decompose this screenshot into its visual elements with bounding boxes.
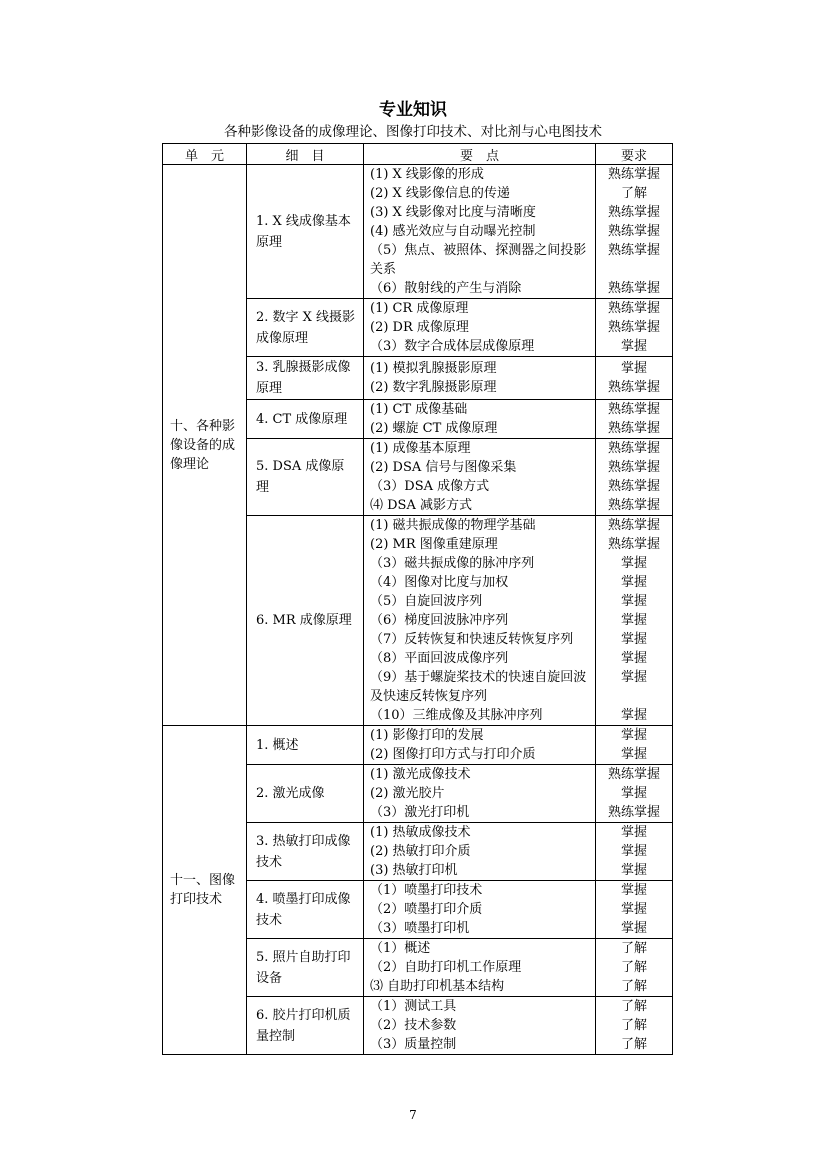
requirement-item: 熟练掌握 xyxy=(607,767,660,782)
requirement-item: 熟练掌握 xyxy=(607,281,660,296)
point-item: （3）质量控制 xyxy=(370,1037,457,1052)
syllabus-table xyxy=(162,143,673,1055)
header-unit: 单 元 xyxy=(163,144,247,165)
requirement-item: 了解 xyxy=(620,186,647,201)
requirement-item: 掌握 xyxy=(620,651,647,666)
point-item: （10）三维成像及其脉冲序列 xyxy=(370,708,543,723)
table-header-row xyxy=(163,144,673,165)
point-item: (2) 数字乳腺摄影原理 xyxy=(370,380,497,395)
detail-cell: 5. DSA 成像原理 xyxy=(247,439,364,516)
unit-cell: 十、各种影像设备的成像理论 xyxy=(163,165,247,726)
point-item: （6）散射线的产生与消除 xyxy=(370,281,522,296)
requirement-cell xyxy=(596,997,673,1055)
requirement-cell xyxy=(596,881,673,939)
point-item: ⑷ DSA 减影方式 xyxy=(370,498,472,513)
point-item: (1) 影像打印的发展 xyxy=(370,728,484,743)
requirement-cell xyxy=(596,165,673,299)
point-item: ⑶ 自助打印机基本结构 xyxy=(370,979,505,994)
detail-cell: 6. MR 成像原理 xyxy=(247,516,364,726)
point-item: (3) X 线影像对比度与清晰度 xyxy=(370,205,536,220)
requirement-item: 熟练掌握 xyxy=(607,805,660,820)
point-item: (2) 热敏打印介质 xyxy=(370,844,471,859)
detail-cell: 1. 概述 xyxy=(247,726,364,765)
header-requirement: 要求 xyxy=(596,144,673,165)
requirement-item: 熟练掌握 xyxy=(607,320,660,335)
requirement-item: 掌握 xyxy=(620,632,647,647)
requirement-item: 掌握 xyxy=(620,844,647,859)
requirement-item: 掌握 xyxy=(620,863,647,878)
detail-cell: 1. X 线成像基本原理 xyxy=(247,165,364,299)
point-item: （7）反转恢复和快速反转恢复序列 xyxy=(370,632,574,647)
points-cell xyxy=(364,765,596,823)
point-item: （3）喷墨打印机 xyxy=(370,921,470,936)
detail-cell: 3. 热敏打印成像技术 xyxy=(247,823,364,881)
point-item: (2) 螺旋 CT 成像原理 xyxy=(370,421,498,436)
point-item: （3）激光打印机 xyxy=(370,805,470,820)
detail-cell: 2. 激光成像 xyxy=(247,765,364,823)
requirement-item: 熟练掌握 xyxy=(607,402,660,417)
requirement-item: 掌握 xyxy=(620,556,647,571)
point-item: （2）喷墨打印介质 xyxy=(370,902,483,917)
requirement-item: 了解 xyxy=(620,1037,647,1052)
points-cell xyxy=(364,400,596,439)
requirement-item: 熟练掌握 xyxy=(607,243,660,258)
point-item: (2) DR 成像原理 xyxy=(370,320,469,335)
point-item: （5）焦点、被照体、探测器之间投影关系 xyxy=(370,243,587,277)
requirement-cell xyxy=(596,516,673,726)
requirement-item: 熟练掌握 xyxy=(607,205,660,220)
requirement-cell xyxy=(596,299,673,357)
detail-cell: 4. CT 成像原理 xyxy=(247,400,364,439)
requirement-item: 掌握 xyxy=(620,670,647,685)
detail-cell: 2. 数字 X 线摄影成像原理 xyxy=(247,299,364,357)
requirement-cell xyxy=(596,439,673,516)
requirement-item: 了解 xyxy=(620,999,647,1014)
point-item: (3) 热敏打印机 xyxy=(370,863,458,878)
requirement-item: 熟练掌握 xyxy=(607,224,660,239)
points-cell xyxy=(364,357,596,400)
requirement-item: 了解 xyxy=(620,979,647,994)
point-item: （5）自旋回波序列 xyxy=(370,594,483,609)
points-cell xyxy=(364,997,596,1055)
point-item: (1) 热敏成像技术 xyxy=(370,825,471,840)
requirement-cell xyxy=(596,357,673,400)
points-cell xyxy=(364,881,596,939)
requirement-item: 掌握 xyxy=(620,594,647,609)
points-cell xyxy=(364,939,596,997)
point-item: (2) 图像打印方式与打印介质 xyxy=(370,747,536,762)
requirement-item: 掌握 xyxy=(620,728,647,743)
requirement-item: 掌握 xyxy=(620,825,647,840)
points-cell xyxy=(364,823,596,881)
requirement-item: 熟练掌握 xyxy=(607,380,660,395)
requirement-item: 掌握 xyxy=(620,708,647,723)
requirement-cell xyxy=(596,400,673,439)
table-row xyxy=(163,165,673,299)
requirement-item: 熟练掌握 xyxy=(607,498,660,513)
requirement-cell xyxy=(596,726,673,765)
detail-cell: 4. 喷墨打印成像技术 xyxy=(247,881,364,939)
points-cell xyxy=(364,299,596,357)
point-item: (2) 激光胶片 xyxy=(370,786,445,801)
point-item: (4) 感光效应与自动曝光控制 xyxy=(370,224,536,239)
requirement-item: 熟练掌握 xyxy=(607,518,660,533)
points-cell xyxy=(364,165,596,299)
requirement-item: 了解 xyxy=(620,941,647,956)
requirement-item: 熟练掌握 xyxy=(607,441,660,456)
point-item: （1）概述 xyxy=(370,941,431,956)
table-row xyxy=(163,726,673,765)
point-item: (2) X 线影像信息的传递 xyxy=(370,186,510,201)
requirement-item: 熟练掌握 xyxy=(607,301,660,316)
point-item: （1）喷墨打印技术 xyxy=(370,883,483,898)
points-cell xyxy=(364,516,596,726)
requirement-item: 掌握 xyxy=(620,786,647,801)
point-item: （8）平面回波成像序列 xyxy=(370,651,509,666)
requirement-item: 熟练掌握 xyxy=(607,537,660,552)
point-item: (1) X 线影像的形成 xyxy=(370,167,484,182)
point-item: （3）DSA 成像方式 xyxy=(370,479,490,494)
requirement-item: 掌握 xyxy=(620,339,647,354)
requirement-item: 掌握 xyxy=(620,747,647,762)
requirement-cell xyxy=(596,765,673,823)
point-item: （9）基于螺旋桨技术的快速自旋回波及快速反转恢复序列 xyxy=(370,670,587,704)
requirement-item: 掌握 xyxy=(620,361,647,376)
requirement-item: 掌握 xyxy=(620,883,647,898)
point-item: (2) DSA 信号与图像采集 xyxy=(370,460,517,475)
point-item: (1) 成像基本原理 xyxy=(370,441,471,456)
requirement-cell xyxy=(596,939,673,997)
unit-cell: 十一、图像打印技术 xyxy=(163,726,247,1055)
points-cell xyxy=(364,439,596,516)
header-detail: 细 目 xyxy=(247,144,364,165)
point-item: （2）自助打印机工作原理 xyxy=(370,960,522,975)
page-title: 专业知识 xyxy=(379,100,447,120)
requirement-item: 熟练掌握 xyxy=(607,167,660,182)
point-item: (1) CR 成像原理 xyxy=(370,301,469,316)
detail-cell: 5. 照片自助打印设备 xyxy=(247,939,364,997)
detail-cell: 6. 胶片打印机质量控制 xyxy=(247,997,364,1055)
point-item: (2) MR 图像重建原理 xyxy=(370,537,498,552)
point-item: （4）图像对比度与加权 xyxy=(370,575,509,590)
requirement-item: 掌握 xyxy=(620,921,647,936)
point-item: （3）数字合成体层成像原理 xyxy=(370,339,535,354)
header-points: 要 点 xyxy=(364,144,596,165)
requirement-item: 掌握 xyxy=(620,575,647,590)
detail-cell: 3. 乳腺摄影成像原理 xyxy=(247,357,364,400)
page-number: 7 xyxy=(409,1108,417,1122)
requirement-cell xyxy=(596,823,673,881)
table-body xyxy=(163,165,673,1055)
point-item: (1) 磁共振成像的物理学基础 xyxy=(370,518,536,533)
point-item: (1) 激光成像技术 xyxy=(370,767,471,782)
point-item: (1) 模拟乳腺摄影原理 xyxy=(370,361,497,376)
requirement-item: 熟练掌握 xyxy=(607,460,660,475)
point-item: （3）磁共振成像的脉冲序列 xyxy=(370,556,535,571)
requirement-item: 掌握 xyxy=(620,613,647,628)
requirement-item: 熟练掌握 xyxy=(607,479,660,494)
point-item: （6）梯度回波脉冲序列 xyxy=(370,613,509,628)
point-item: (1) CT 成像基础 xyxy=(370,402,468,417)
requirement-item: 了解 xyxy=(620,1018,647,1033)
requirement-item: 熟练掌握 xyxy=(607,421,660,436)
requirement-item: 掌握 xyxy=(620,902,647,917)
requirement-item: 了解 xyxy=(620,960,647,975)
page-subtitle: 各种影像设备的成像理论、图像打印技术、对比剂与心电图技术 xyxy=(224,124,602,140)
points-cell xyxy=(364,726,596,765)
point-item: （2）技术参数 xyxy=(370,1018,457,1033)
point-item: （1）测试工具 xyxy=(370,999,457,1014)
